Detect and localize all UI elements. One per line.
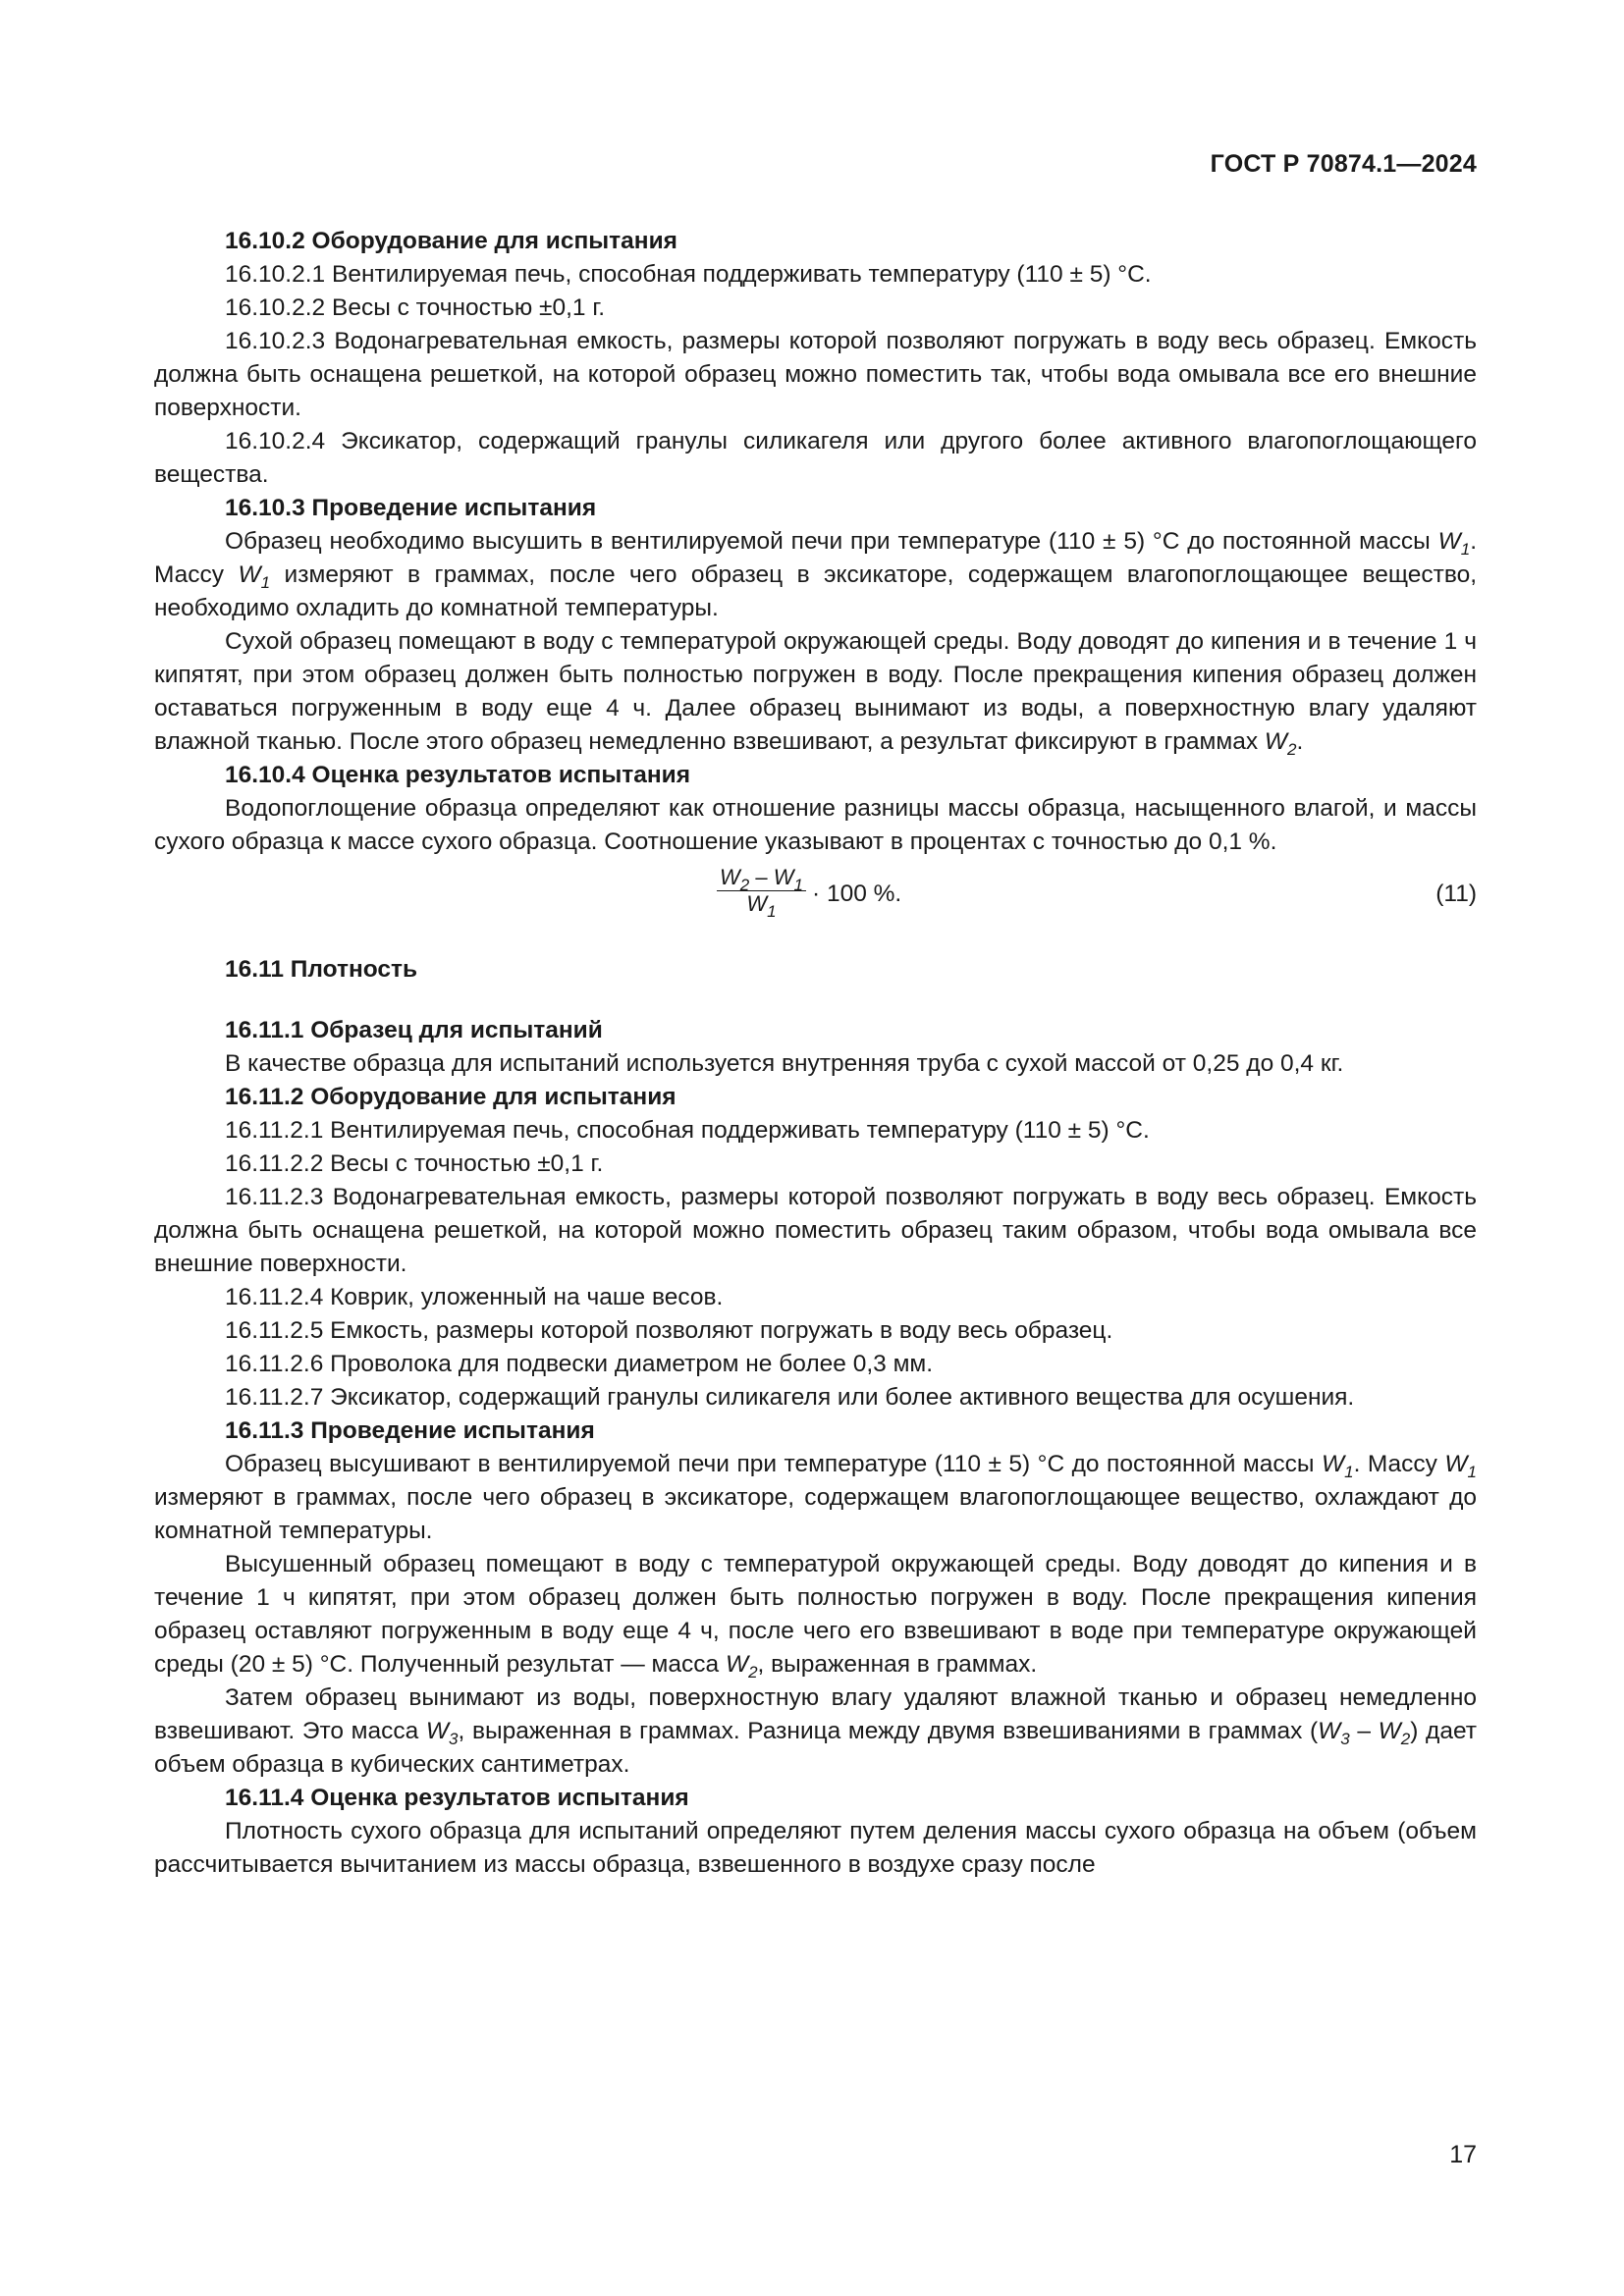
formula-11 [154, 865, 1477, 934]
para-16-11-2-6: 16.11.2.6 Проволока для подвески диаметром не более 0,3 мм. [225, 1351, 934, 1377]
symbol-w2: $W_2$ [1264, 728, 1297, 759]
para-16-10-2-4: 16.10.2.4 Эксикатор, содержащий гранулы силикагеля или другого более активного влагопоглощающего вещества. [154, 428, 1477, 488]
equation-number: (11) [1435, 881, 1477, 907]
para-16-11-4-1: Плотность сухого образца для испытаний определяют путем деления массы сухого образца на объем (объем рассчитывается вычитанием из массы образца, взвешенного в воздухе сразу после [154, 1818, 1477, 1878]
para-16-11-1-1: В качестве образца для испытаний используется внутренняя труба с сухой массой от 0,25 до 0,4 кг. [225, 1050, 1344, 1077]
formula-multiplier: · 100 %. [812, 881, 902, 907]
para-16-10-3-2: Сухой образец помещают в воду с температурой окружающей среды. Воду доводят до кипения и в течение 1 ч кипятят, при этом образец должен быть полностью погружен в воду. После прекращения кипения образец должен оставаться погруженным в воду еще 4 ч. Далее образец вынимают из воды, а поверхностную влагу удаляют влажной тканью. После этого образец немедленно взвешивают, а результат фиксируют в граммах $W_2$. [154, 628, 1477, 759]
para-16-11-2-5: 16.11.2.5 Емкость, размеры которой позволяют погружать в воду весь образец. [225, 1317, 1113, 1344]
para-16-10-2-1: 16.10.2.1 Вентилируемая печь, способная поддерживать температуру (110 ± 5) °С. [225, 261, 1152, 288]
symbol-w3: $W_3$ [425, 1718, 459, 1748]
para-16-10-2-2: 16.10.2.2 Весы с точностью ±0,1 г. [225, 294, 606, 321]
section-16-11-title: 16.11 Плотность [225, 956, 418, 983]
formula-numerator: $W_2 - W_1$ [717, 865, 806, 891]
section-16-11-2-title: 16.11.2 Оборудование для испытания [225, 1084, 677, 1110]
section-16-10-4-title: 16.10.4 Оценка результатов испытания [225, 762, 691, 788]
section-16-10-3-title: 16.10.3 Проведение испытания [225, 495, 597, 521]
formula-denominator: $W_1$ [746, 891, 777, 921]
symbol-w1: $W_1$ [1437, 528, 1471, 559]
para-16-10-2-3: 16.10.2.3 Водонагревательная емкость, размеры которой позволяют погружать в воду весь образец. Емкость должна быть оснащена решеткой, на которой образец можно поместить так, чтобы вода омывала все его внешние поверхности. [154, 328, 1477, 421]
symbol-w2: $W_2$ [725, 1651, 758, 1682]
section-16-11-3-title: 16.11.3 Проведение испытания [225, 1417, 595, 1444]
para-16-11-2-3: 16.11.2.3 Водонагревательная емкость, размеры которой позволяют погружать в воду весь образец. Емкость должна быть оснащена решеткой, на которой можно поместить образец таким образом, чтобы вода омывала все внешние поверхности. [154, 1184, 1477, 1277]
para-16-11-3-1: Образец высушивают в вентилируемой печи при температуре (110 ± 5) °С до постоянной массы $W_1$. Массу $W_1$ измеряют в граммах, после чего образец в эксикаторе, содержащем влагопоглощающее вещество, охлаждают до комнатной температуры. [154, 1451, 1477, 1544]
para-16-11-3-2: Высушенный образец помещают в воду с температурой окружающей среды. Воду доводят до кипения и в течение 1 ч кипятят, при этом образец должен быть полностью погружен в воду. После прекращения кипения образец оставляют погруженным в воду еще 4 ч, после чего его взвешивают в воде при температуре окружающей среды (20 ± 5) °С. Полученный результат — масса $W_2$, выраженная в граммах. [154, 1551, 1477, 1682]
section-16-11-1-title: 16.11.1 Образец для испытаний [225, 1017, 603, 1043]
section-16-10-2-title: 16.10.2 Оборудование для испытания [225, 228, 677, 254]
para-16-11-3-3: Затем образец вынимают из воды, поверхностную влагу удаляют влажной тканью и образец немедленно взвешивают. Это масса $W_3$, выраженная в граммах. Разница между двумя взвешиваниями в граммах $(W_3 - W_2)$ дает объем образца в кубических сантиметрах. [154, 1684, 1477, 1778]
para-16-11-2-1: 16.11.2.1 Вентилируемая печь, способная поддерживать температуру (110 ± 5) °С. [225, 1117, 1150, 1144]
para-16-11-2-2: 16.11.2.2 Весы с точностью ±0,1 г. [225, 1150, 604, 1177]
para-16-11-2-7: 16.11.2.7 Эксикатор, содержащий гранулы силикагеля или более активного вещества для осушения. [225, 1384, 1355, 1411]
document-body [154, 225, 1477, 1882]
section-16-11-4-title: 16.11.4 Оценка результатов испытания [225, 1785, 689, 1811]
para-16-10-3-1: Образец необходимо высушить в вентилируемой печи при температуре (110 ± 5) °С до постоянной массы $W_1$. Массу $W_1$ измеряют в граммах, после чего образец в эксикаторе, содержащем влагопоглощающее вещество, необходимо охладить до комнатной температуры. [154, 528, 1477, 621]
document-id: ГОСТ Р 70874.1—2024 [1210, 150, 1477, 178]
symbol-w1: $W_1$ [238, 561, 271, 592]
para-16-10-4-1: Водопоглощение образца определяют как отношение разницы массы образца, насыщенного влагой, и массы сухого образца к массе сухого образца. Соотношение указывают в процентах с точностью до 0,1 %. [154, 795, 1477, 855]
para-16-11-2-4: 16.11.2.4 Коврик, уложенный на чаше весов. [225, 1284, 724, 1310]
symbol-w1: $W_1$ [1321, 1451, 1354, 1481]
page-number: 17 [1449, 2141, 1477, 2168]
formula-fraction [717, 865, 806, 921]
symbol-w1: $W_1$ [1444, 1451, 1477, 1481]
